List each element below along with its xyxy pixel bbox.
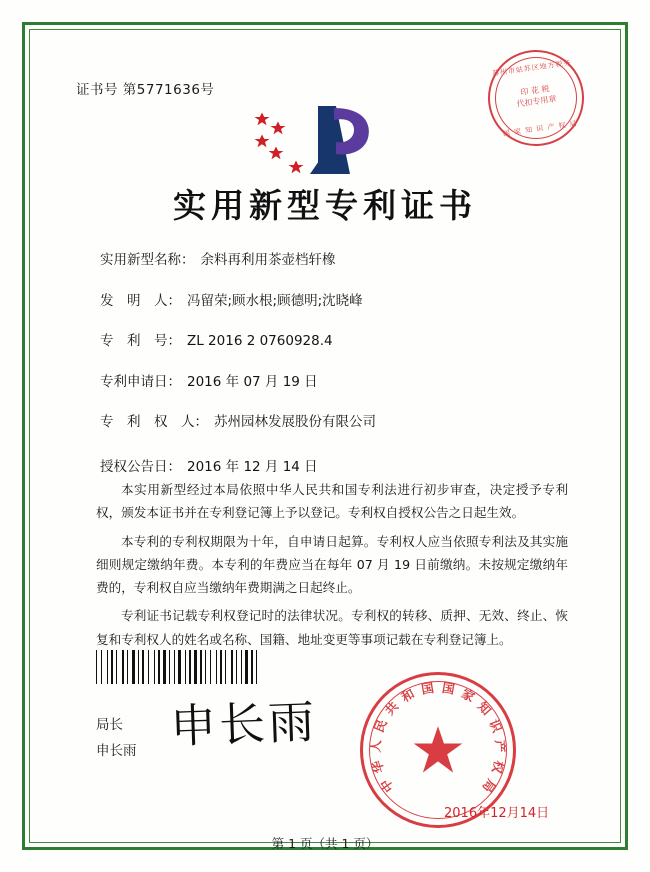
field-list xyxy=(100,252,565,499)
official-seal-char: 局 xyxy=(479,776,499,796)
paragraph-1: 本实用新型经过本局依照中华人民共和国专利法进行初步审查，决定授予专利权，颁发本证书并在专利登记簿上予以登记。专利权自授权公告之日起生效。 xyxy=(96,482,568,521)
official-seal-char: 国 xyxy=(441,679,456,697)
official-seal-char: 家 xyxy=(459,685,478,705)
official-seal-char: 国 xyxy=(420,679,435,697)
field-value: 2016 年 12 月 14 日 xyxy=(187,458,318,475)
paragraph-3: 专利证书记载专利权登记时的法律状况。专利权的转移、质押、无效、终止、恢复和专利权人的姓名或名称、国籍、地址变更等事项记载在专利登记簿上。 xyxy=(96,608,568,647)
official-seal-char: 和 xyxy=(398,685,417,705)
field-value: 余料再利用茶壶档轩橡 xyxy=(200,252,336,268)
field-value: ZL 2016 2 0760928.4 xyxy=(187,333,333,350)
field-row-patent-number xyxy=(100,333,565,351)
barcode xyxy=(96,650,328,684)
tax-stamp-middle-text: 印 花 税 代扣专用章 xyxy=(516,84,557,109)
field-label: 专 利 号： xyxy=(100,333,181,350)
field-label: 实用新型名称： xyxy=(100,252,195,268)
legal-text-block xyxy=(96,478,568,656)
field-label: 授权公告日： xyxy=(100,458,181,475)
official-seal-char: 权 xyxy=(489,758,508,776)
official-seal-char: 共 xyxy=(381,698,402,718)
page-footer: 第 1 页（共 1 页） xyxy=(271,836,379,851)
field-label: 专 利 权 人： xyxy=(100,414,208,431)
field-value: 2016 年 07 月 19 日 xyxy=(187,373,318,390)
field-value: 苏州园林发展股份有限公司 xyxy=(214,414,376,431)
field-row-name xyxy=(100,252,565,270)
paragraph-2: 本专利的专利权期限为十年，自申请日起算。专利权人应当依照专利法及其实施细则规定缴纳年费。本专利的年费应当在每年 07 月 19 日前缴纳。未按规定缴纳年费的，专利权自应当缴纳年费期满之日起终止。 xyxy=(96,533,568,596)
field-row-grant-date xyxy=(100,459,565,477)
official-seal-char: 华 xyxy=(368,758,387,776)
field-value: 冯留荣;顾水根;顾德明;沈晓峰 xyxy=(187,292,363,309)
field-label: 发 明 人： xyxy=(100,292,181,309)
director-handwritten-signature: 申长雨 xyxy=(169,694,319,754)
official-seal-char: 民 xyxy=(371,717,390,735)
tax-office-stamp xyxy=(482,44,590,152)
official-seal-char: 人 xyxy=(367,739,384,753)
director-label: 局长 xyxy=(96,717,123,733)
certificate-number: 证书号 第5771636号 xyxy=(76,82,215,98)
official-seal-char: 识 xyxy=(486,717,505,735)
director-name: 申长雨 xyxy=(96,743,137,759)
field-row-application-date xyxy=(100,374,565,392)
field-row-inventors xyxy=(100,293,565,311)
official-seal-char: 知 xyxy=(474,698,495,718)
field-label: 专利申请日： xyxy=(100,373,181,390)
official-seal-char: 产 xyxy=(492,739,509,753)
official-seal-date: 2016年12月14日 xyxy=(444,806,550,821)
page-title: 实用新型专利证书 xyxy=(173,186,477,225)
tax-stamp-arc-top: 苏州市姑苏区地方税务 xyxy=(491,58,572,78)
field-row-patentee xyxy=(100,414,565,432)
certificate-content xyxy=(40,40,610,832)
official-seal-char: 中 xyxy=(377,776,397,796)
tax-stamp-arc-bottom: 国 家 知 识 产 权 局 xyxy=(502,119,579,138)
cnipa-logo-icon xyxy=(250,98,400,176)
